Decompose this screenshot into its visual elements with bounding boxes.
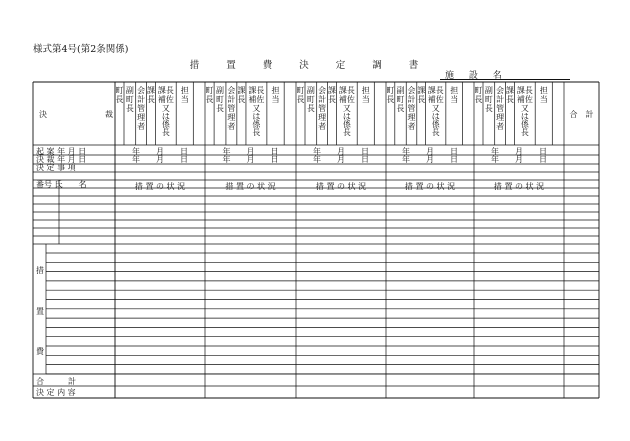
form-reference: 様式第4号(第2条関係)	[33, 44, 129, 55]
approver-header: 補	[338, 95, 347, 104]
number-name-label: 番号 氏 名	[36, 180, 87, 189]
draft-date-text: 年 月 日	[132, 147, 188, 156]
approver-header: 佐	[165, 95, 174, 104]
approver-header: 課	[417, 86, 426, 95]
approver-header: 町	[115, 86, 124, 95]
decision-date-text: 年 月 日	[313, 155, 369, 164]
approver-header: 担	[450, 86, 459, 95]
approver-header: 担	[539, 86, 548, 95]
approver-header: 長	[342, 128, 351, 137]
approver-header: 者	[137, 122, 146, 131]
approver-header: 課	[516, 86, 525, 95]
approver-header: 長	[256, 86, 265, 95]
approver-header: 係	[342, 120, 351, 129]
decision-label: 決	[39, 110, 47, 119]
approver-header: 副	[396, 86, 405, 95]
total-header: 合 計	[569, 110, 594, 119]
approver-header: 長	[524, 86, 533, 95]
approver-header: 長	[328, 95, 336, 104]
measure-fee-label: 費	[36, 347, 44, 356]
approver-header: 佐	[346, 95, 355, 104]
approver-header: 長	[115, 95, 124, 104]
approver-header: 長	[296, 95, 305, 104]
approver-header: 者	[407, 122, 416, 131]
approver-header: 町	[474, 86, 483, 95]
draft-date-label: 起 案 年 月 日	[36, 147, 87, 156]
approver-header: 会	[496, 86, 505, 95]
approver-header: 町	[216, 95, 225, 104]
approver-header: 長	[386, 95, 395, 104]
approver-header: 理	[318, 113, 327, 122]
approver-header: 長	[417, 95, 426, 104]
approver-header: 又	[431, 104, 440, 113]
approver-header: 課	[427, 86, 436, 95]
situation-header: 措 置 の 状 況	[493, 182, 545, 191]
approver-header: 副	[306, 86, 315, 95]
approver-header: 課	[506, 86, 514, 95]
measure-fee-label: 置	[36, 307, 44, 316]
approver-header: 長	[520, 128, 529, 137]
approver-header: 管	[137, 104, 146, 113]
approver-header: 係	[431, 120, 440, 129]
approver-header: 長	[431, 128, 440, 137]
approver-header: 補	[248, 95, 257, 104]
decision-content-label: 決 定 内 容	[36, 388, 76, 397]
approver-header: 長	[125, 104, 134, 113]
approver-header: 計	[496, 95, 505, 104]
approver-header: 当	[450, 95, 459, 104]
approver-header: は	[520, 112, 529, 121]
approver-header: 当	[539, 95, 548, 104]
approver-header: 会	[318, 86, 327, 95]
approver-header: 町	[484, 95, 493, 104]
approver-header: 副	[216, 86, 225, 95]
decision-date-label: 決 裁 年 月 日	[36, 155, 87, 164]
approver-header: 課	[328, 86, 336, 95]
approver-header: は	[342, 112, 351, 121]
approver-header: 理	[496, 113, 505, 122]
approver-header: 町	[296, 86, 305, 95]
approver-header: 理	[407, 113, 416, 122]
draft-date-text: 年 月 日	[491, 147, 547, 156]
approver-header: 長	[346, 86, 355, 95]
situation-header: 措 置 の 状 況	[134, 182, 186, 191]
approver-header: 町	[125, 95, 134, 104]
approver-header: 管	[496, 104, 505, 113]
approver-header: は	[161, 112, 170, 121]
approver-header: 課	[147, 86, 155, 95]
approver-header: 担	[271, 86, 280, 95]
approver-header: 長	[165, 86, 174, 95]
approver-header: 長	[147, 95, 155, 104]
approver-header: 当	[180, 95, 189, 104]
approver-header: 管	[227, 104, 236, 113]
approver-header: 者	[227, 122, 236, 131]
approver-header: 計	[407, 95, 416, 104]
approver-header: 補	[427, 95, 436, 104]
approver-header: 課	[157, 86, 166, 95]
approver-header: 当	[271, 95, 280, 104]
document-title: 措 置 費 決 定 調 書	[189, 60, 431, 71]
approver-header: 者	[496, 122, 505, 131]
approver-header: 会	[407, 86, 416, 95]
draft-date-text: 年 月 日	[313, 147, 369, 156]
approver-header: 長	[216, 104, 225, 113]
approver-header: は	[431, 112, 440, 121]
situation-header: 措 置 の 状 況	[404, 182, 456, 191]
situation-header: 措 置 の 状 況	[315, 182, 367, 191]
approver-header: 長	[474, 95, 483, 104]
approver-header: 担	[361, 86, 370, 95]
approver-header: 長	[484, 104, 493, 113]
approver-header: 長	[161, 128, 170, 137]
approver-header: 長	[306, 104, 315, 113]
approver-header: 管	[318, 104, 327, 113]
approver-header: 町	[205, 86, 214, 95]
approver-header: 長	[506, 95, 514, 104]
approver-header: 町	[386, 86, 395, 95]
approver-header: 係	[252, 120, 261, 129]
approver-header: 又	[520, 104, 529, 113]
approver-header: 会	[137, 86, 146, 95]
approver-header: 町	[396, 95, 405, 104]
approver-header: 佐	[435, 95, 444, 104]
approver-header: 理	[227, 113, 236, 122]
approver-header: 係	[161, 120, 170, 129]
approver-header: 理	[137, 113, 146, 122]
situation-header: 措 置 の 状 況	[225, 182, 276, 191]
approver-header: 長	[435, 86, 444, 95]
approver-header: 当	[361, 95, 370, 104]
draft-date-text: 年 月 日	[222, 147, 279, 156]
approver-header: 又	[161, 104, 170, 113]
approver-header: 計	[227, 95, 236, 104]
measure-fee-label: 措	[36, 266, 44, 275]
approver-header: 長	[205, 95, 214, 104]
approver-header: 計	[318, 95, 327, 104]
decision-date-text: 年 月 日	[132, 155, 188, 164]
decision-date-text: 年 月 日	[491, 155, 547, 164]
decision-date-text: 年 月 日	[222, 155, 279, 164]
approver-header: 計	[137, 95, 146, 104]
approver-header: 又	[252, 104, 261, 113]
approver-header: 佐	[524, 95, 533, 104]
approver-header: 長	[237, 95, 246, 104]
approver-header: 会	[227, 86, 236, 95]
approver-header: 副	[484, 86, 493, 95]
decision-date-text: 年 月 日	[402, 155, 458, 164]
approver-header: 補	[157, 95, 166, 104]
approver-header: 佐	[256, 95, 265, 104]
approver-header: 係	[520, 120, 529, 129]
decision-items-label: 決 定 事 項	[36, 163, 76, 172]
approver-header: 課	[237, 86, 246, 95]
total-row-label: 合 計	[36, 377, 76, 386]
approver-header: 町	[306, 95, 315, 104]
decision-label: 裁	[105, 110, 113, 119]
draft-date-text: 年 月 日	[402, 147, 458, 156]
approver-header: 者	[318, 122, 327, 131]
approver-header: 課	[338, 86, 347, 95]
approver-header: 又	[342, 104, 351, 113]
approver-header: 長	[252, 128, 261, 137]
approver-header: 副	[125, 86, 134, 95]
approver-header: 長	[396, 104, 405, 113]
facility-label: 施 設 名	[445, 71, 508, 81]
approver-header: 補	[516, 95, 525, 104]
approver-header: は	[252, 112, 261, 121]
approver-header: 担	[180, 86, 189, 95]
approver-header: 管	[407, 104, 416, 113]
approver-header: 課	[248, 86, 257, 95]
